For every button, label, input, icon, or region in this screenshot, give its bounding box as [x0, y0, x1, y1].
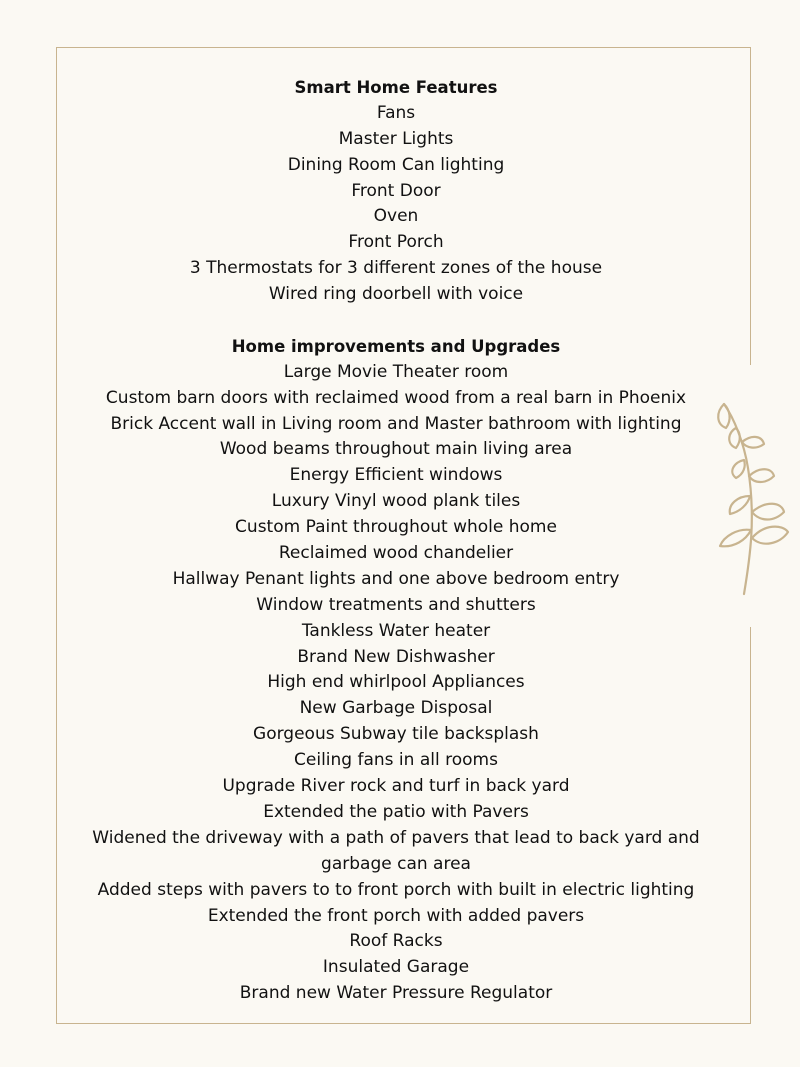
improvement-item: Extended the front porch with added pavers [207, 905, 585, 926]
smart-home-item: 3 Thermostats for 3 different zones of the house [189, 258, 603, 279]
smart-home-item: Front Door [351, 180, 441, 201]
improvement-item: Energy Efficient windows [289, 465, 503, 486]
improvement-item: Reclaimed wood chandelier [278, 543, 514, 564]
frame-border-right-upper [750, 47, 751, 365]
improvement-item: Custom barn doors with reclaimed wood from a real barn in Phoenix [105, 387, 687, 408]
features-list [58, 75, 734, 1007]
smart-home-item: Fans [376, 102, 416, 123]
improvement-item: Large Movie Theater room [283, 361, 509, 382]
smart-home-item: Oven [373, 206, 419, 227]
smart-home-heading: Smart Home Features [294, 78, 498, 97]
improvement-item: Brick Accent wall in Living room and Master bathroom with lighting [110, 413, 682, 434]
improvement-item: Ceiling fans in all rooms [294, 750, 498, 771]
improvement-item: Gorgeous Subway tile backsplash [253, 724, 539, 745]
smart-home-item: Dining Room Can lighting [287, 154, 505, 175]
improvement-item: Insulated Garage [322, 957, 470, 978]
section-spacer [58, 308, 734, 334]
frame-border-right-lower [750, 627, 751, 1024]
improvement-item: Added steps with pavers to to front porch with built in electric lighting [97, 879, 695, 900]
improvement-item: Tankless Water heater [301, 620, 491, 641]
frame-border-top [56, 47, 751, 48]
improvement-item: Luxury Vinyl wood plank tiles [271, 491, 521, 512]
improvement-item: Brand New Dishwasher [297, 646, 495, 667]
smart-home-item: Front Porch [348, 232, 444, 253]
improvement-item: Extended the patio with Pavers [263, 801, 529, 822]
improvement-item: Widened the driveway with a path of pavers that lead to back yard and [92, 827, 700, 848]
smart-home-item: Wired ring doorbell with voice [268, 284, 524, 305]
improvement-item: garbage can area [321, 853, 471, 874]
improvement-item: Upgrade River rock and turf in back yard [222, 776, 570, 797]
improvement-item: Roof Racks [349, 931, 443, 952]
smart-home-item: Master Lights [338, 128, 454, 149]
improvement-item: Wood beams throughout main living area [219, 439, 573, 460]
frame-border-left [56, 47, 57, 1024]
frame-border-bottom [56, 1023, 751, 1024]
improvement-item: Hallway Penant lights and one above bedroom entry [172, 568, 620, 589]
improvement-item: Window treatments and shutters [256, 594, 536, 615]
improvement-item: High end whirlpool Appliances [267, 672, 525, 693]
improvements-heading: Home improvements and Upgrades [231, 336, 561, 356]
improvement-item: Brand new Water Pressure Regulator [239, 983, 553, 1004]
improvement-item: New Garbage Disposal [299, 698, 493, 719]
improvement-item: Custom Paint throughout whole home [235, 517, 557, 538]
